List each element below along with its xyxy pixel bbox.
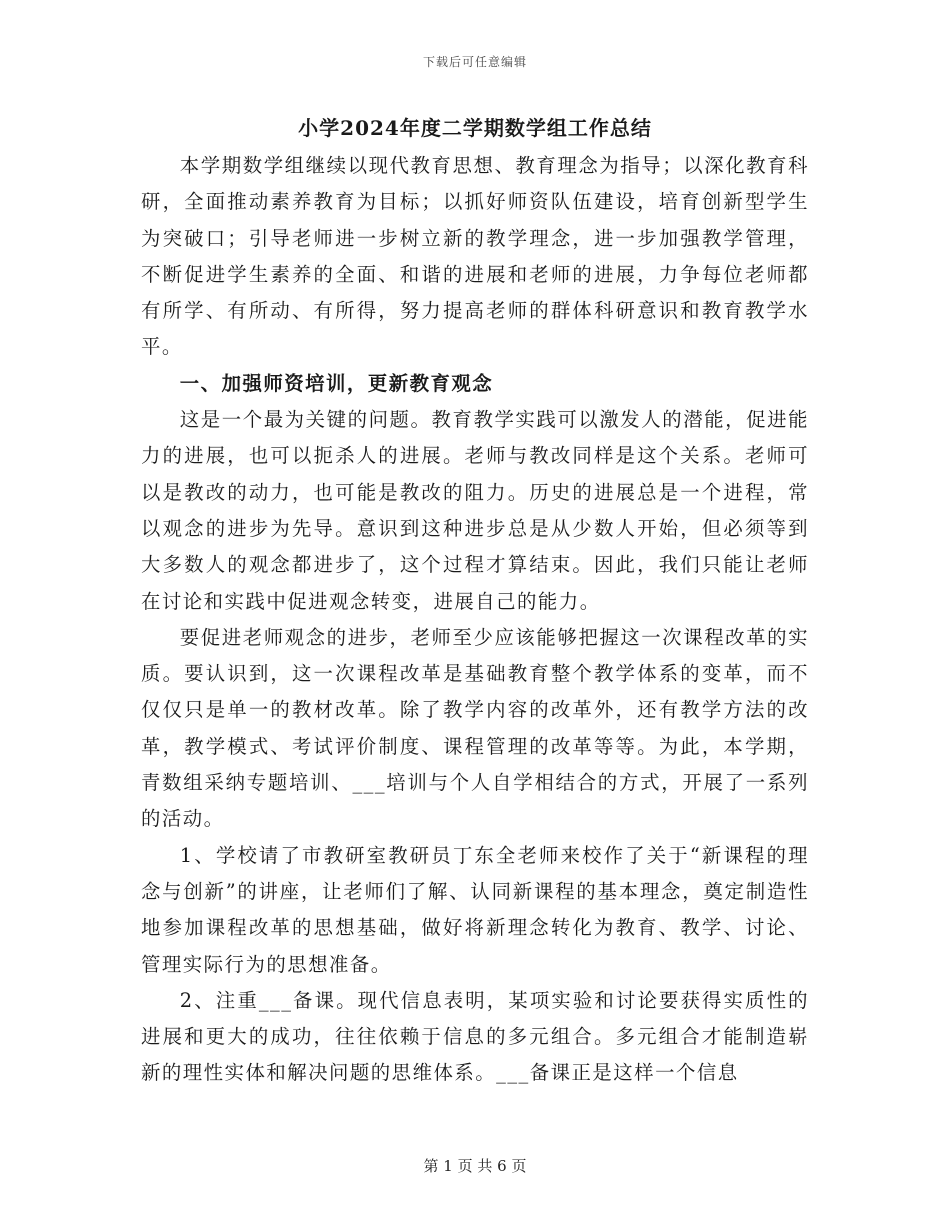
section-paragraph-2: 要促进老师观念的进步，老师至少应该能够把握这一次课程改革的实质。要认识到，这一次课程改革是基础教育整个教学体系的变革，而不仅仅只是单一的教材改革。除了教学内容的改革外，还有教学方法的改革，教学模式、考试评价制度、课程管理的改革等等。为此，本学期，青数组采纳专题培训、___培训与个人自学相结合的方式，开展了一系列的活动。	[141, 625, 809, 831]
document-title: 小学2024年度二学期数学组工作总结	[298, 116, 652, 140]
intro-paragraph: 本学期数学组继续以现代教育思想、教育理念为指导；以深化教育科研，全面推动素养教育为目标；以抓好师资队伍建设，培育创新型学生为突破口；引导老师进一步树立新的教学理念，进一步加强教学管理，不断促进学生素养的全面、和谐的进展和老师的进展，力争每位老师都有所学、有所动、有所得，努力提高老师的群体科研意识和教育教学水平。	[141, 154, 809, 359]
header-note: 下载后可任意编辑	[422, 55, 527, 69]
list-item-2: 2、注重___备课。现代信息表明，某项实验和讨论要获得实质性的进展和更大的成功，往往依赖于信息的多元组合。多元组合才能制造崭新的理性实体和解决问题的思维体系。___备课正是这样一个信息	[141, 988, 809, 1085]
list-item-1: 1、学校请了市教研室教研员丁东全老师来校作了关于“新课程的理念与创新”的讲座，让老师们了解、认同新课程的基本理念，奠定制造性地参加课程改革的思想基础，做好将新理念转化为教育、教学、讨论、管理实际行为的思想准备。	[141, 843, 809, 976]
document-body	[141, 108, 809, 1092]
section-paragraph-1: 这是一个最为关键的问题。教育教学实践可以激发人的潜能，促进能力的进展，也可以扼杀人的进展。老师与教改同样是这个关系。老师可以是教改的动力，也可能是教改的阻力。历史的进展总是一个进程，常以观念的进步为先导。意识到这种进步总是从少数人开始，但必须等到大多数人的观念都进步了，这个过程才算结束。因此，我们只能让老师在讨论和实践中促进观念转变，进展自己的能力。	[141, 408, 809, 613]
section-heading: 一、加强师资培训，更新教育观念	[179, 371, 494, 395]
page-number: 第 1 页 共 6 页	[423, 1157, 527, 1175]
